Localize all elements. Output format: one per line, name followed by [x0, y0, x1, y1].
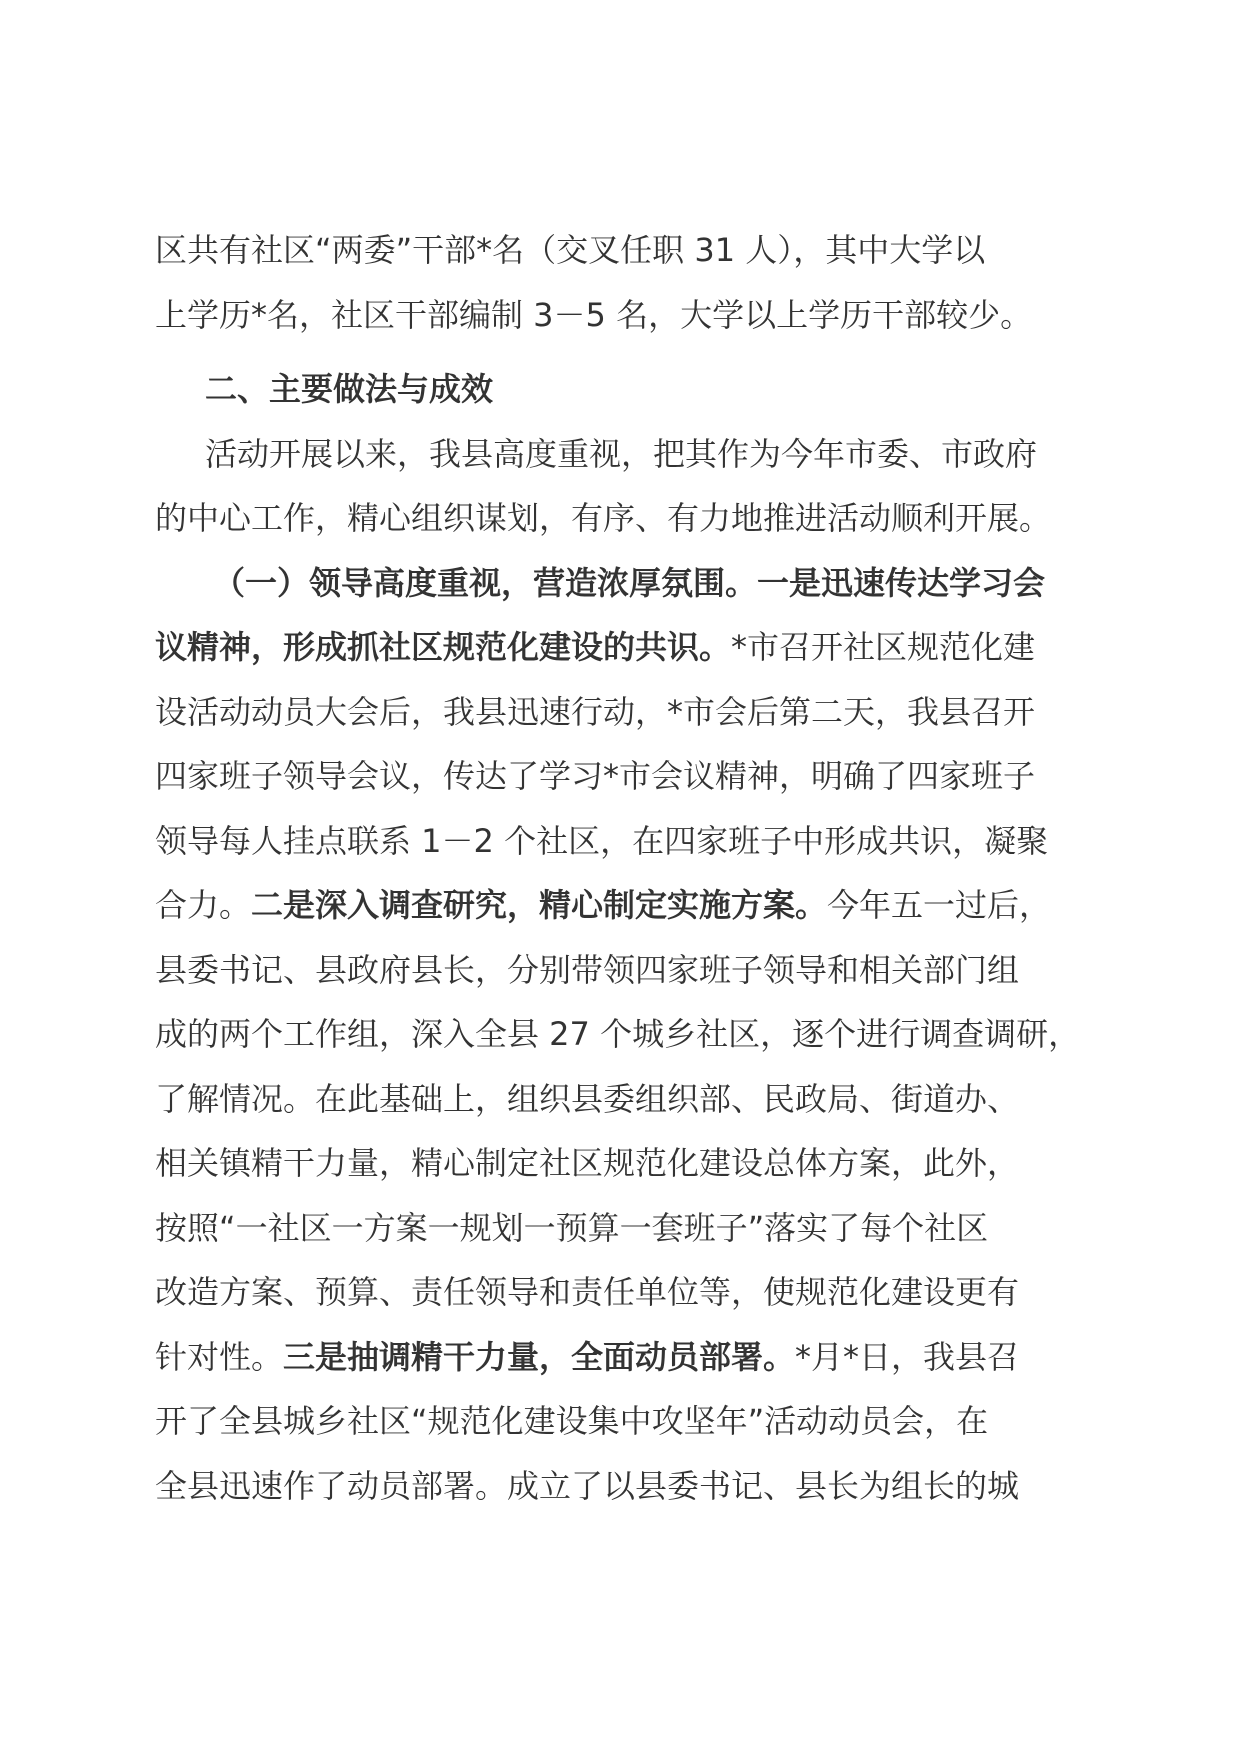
normal-run: *月*日，我县召	[795, 1337, 1020, 1376]
normal-run: 合力。	[155, 886, 252, 924]
section-heading: 二、主要做法与成效	[205, 370, 494, 408]
paragraph-line: 县委书记、县政府县长，分别带领四家班子领导和相关部门组	[155, 950, 1020, 989]
normal-run: 针对性。	[155, 1337, 284, 1376]
subsection-heading: （一）领导高度重视，营造浓厚氛围。一是迅速传达学习会	[213, 563, 1046, 602]
bold-run: 议精神，形成抓社区规范化建设的共识。	[155, 628, 732, 666]
paragraph-line: 开了全县城乡社区“规范化建设集中攻坚年”活动动员会，在	[155, 1402, 989, 1440]
paragraph-line: 设活动动员大会后，我县迅速行动，*市会后第二天，我县召开	[155, 692, 1036, 731]
document-body	[155, 218, 1115, 1518]
paragraph-line: 成的两个工作组，深入全县 27 个城乡社区，逐个进行调查调研，	[155, 1015, 1081, 1053]
paragraph-line: 领导每人挂点联系 1－2 个社区，在四家班子中形成共识，凝聚	[155, 821, 1049, 860]
normal-run: *市召开社区规范化建	[731, 628, 1036, 666]
paragraph-line-mixed	[155, 873, 1115, 938]
paragraph-line: 的中心工作，精心组织谋划，有序、有力地推进活动顺利开展。	[155, 499, 1052, 537]
bold-run: 二是深入调查研究，精心制定实施方案。	[251, 886, 828, 924]
paragraph-line: 按照“一社区一方案一规划一预算一套班子”落实了每个社区	[155, 1208, 989, 1247]
normal-run: 今年五一过后，	[827, 886, 1052, 924]
paragraph-line: 相关镇精干力量，精心制定社区规范化建设总体方案，此外，	[155, 1144, 1020, 1182]
paragraph-line: 区共有社区“两委”干部*名（交叉任职 31 人），其中大学以	[155, 231, 986, 269]
paragraph-line: 改造方案、预算、责任领导和责任单位等，使规范化建设更有	[155, 1273, 1020, 1311]
bold-run: 三是抽调精干力量，全面动员部署。	[283, 1337, 796, 1376]
paragraph-line: 活动开展以来，我县高度重视，把其作为今年市委、市政府	[205, 434, 1038, 473]
paragraph-line: 四家班子领导会议，传达了学习*市会议精神，明确了四家班子	[155, 757, 1036, 795]
paragraph-line: 了解情况。在此基础上，组织县委组织部、民政局、街道办、	[155, 1079, 1020, 1118]
spacer	[155, 347, 1115, 357]
paragraph-line-mixed	[155, 1325, 1115, 1390]
paragraph-line: 上学历*名，社区干部编制 3－5 名，大学以上学历干部较少。	[155, 295, 1033, 334]
paragraph-line: 全县迅速作了动员部署。成立了以县委书记、县长为组长的城	[155, 1466, 1020, 1505]
paragraph-line-mixed	[155, 615, 1115, 680]
